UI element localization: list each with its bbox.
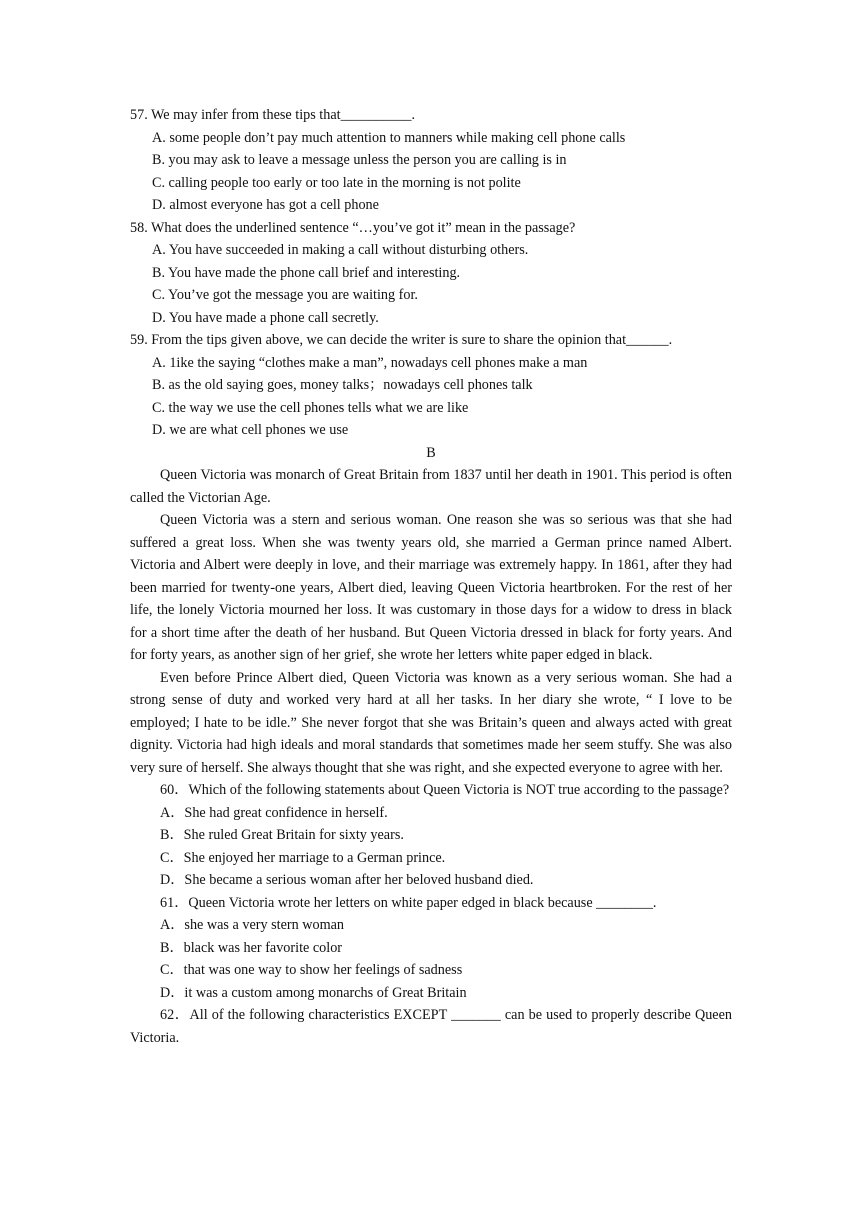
- question-57-stem: 57. We may infer from these tips that__________.: [130, 107, 416, 123]
- question-60-stem: 60．Which of the following statements about Queen Victoria is NOT true according to the passage?: [160, 782, 730, 798]
- passage-paragraph: Queen Victoria was a stern and serious woman. One reason she was so serious was that she had suffered a great loss. When she was twenty years old, she married a German prince named Albert. Victoria and Albert were deeply in love, and their marriage was extremely happy. In 1861, after they had been married for twenty-one years, Albert died, leaving Queen Victoria heartbroken. For the rest of her life, the lonely Victoria mourned her loss. It was customary in those days for a widow to dress in black for a short time after the death of her husband. But Queen Victoria dressed in black for forty years. And for forty years, as another sign of her grief, she wrote her letters white paper edged in black.: [130, 512, 732, 663]
- section-b-heading: B: [426, 444, 436, 461]
- question-57-option-c: C. calling people too early or too late in the morning is not polite: [152, 174, 521, 191]
- question-61-option-a: A．she was a very stern woman: [160, 917, 344, 933]
- question-59-option-d: D. we are what cell phones we use: [152, 422, 349, 438]
- question-61-option-d: D．it was a custom among monarchs of Great Britain: [160, 984, 467, 1001]
- question-59-option-b: B. as the old saying goes, money talks；nowadays cell phones talk: [152, 377, 533, 393]
- question-57-option-a: A. some people don’t pay much attention to manners while making cell phone calls: [152, 129, 626, 146]
- question-60-option-a: A．She had great confidence in herself.: [160, 804, 388, 821]
- question-59-option-a: A. 1ike the saying “clothes make a man”, nowadays cell phones make a man: [152, 354, 588, 371]
- passage-paragraph: Even before Prince Albert died, Queen Victoria was known as a very serious woman. She had a strong sense of duty and worked very hard at all her tasks. In her diary she wrote, “ I love to be employed; I hate to be idle.” She never forgot that she was Britain’s queen and always acted with great dignity. Victoria had high ideals and moral standards that sometimes made her seem stuffy. She was also very sure of herself. She always thought that she was right, and she expected everyone to agree with her.: [130, 669, 732, 776]
- question-59-option-c: C. the way we use the cell phones tells what we are like: [152, 399, 469, 416]
- question-60-option-b: B．She ruled Great Britain for sixty years.: [160, 827, 404, 843]
- question-61-option-c: C．that was one way to show her feelings of sadness: [160, 962, 463, 978]
- question-59-stem: 59. From the tips given above, we can decide the writer is sure to share the opinion that______.: [130, 332, 673, 348]
- question-57-option-d: D. almost everyone has got a cell phone: [152, 197, 379, 213]
- question-60-option-c: C．She enjoyed her marriage to a German prince.: [160, 849, 446, 866]
- question-58-option-c: C. You’ve got the message you are waiting for.: [152, 287, 418, 303]
- exam-page: [130, 104, 732, 1049]
- question-58-option-d: D. You have made a phone call secretly.: [152, 309, 379, 326]
- question-57-option-b: B. you may ask to leave a message unless the person you are calling is in: [152, 152, 567, 168]
- question-60-option-d: D．She became a serious woman after her beloved husband died.: [160, 872, 534, 888]
- passage-paragraph: Queen Victoria was monarch of Great Britain from 1837 until her death in 1901. This period is often called the Victorian Age.: [130, 467, 732, 506]
- question-62-stem: 62．All of the following characteristics EXCEPT _______ can be used to properly describe Queen Victoria.: [130, 1007, 732, 1046]
- question-61-option-b: B．black was her favorite color: [160, 939, 343, 956]
- question-58-option-a: A. You have succeeded in making a call without disturbing others.: [152, 242, 529, 258]
- question-61-stem: 61．Queen Victoria wrote her letters on white paper edged in black because ________.: [160, 894, 657, 911]
- question-58-stem: 58. What does the underlined sentence “…you’ve got it” mean in the passage?: [130, 219, 576, 236]
- question-58-option-b: B. You have made the phone call brief and interesting.: [152, 264, 461, 281]
